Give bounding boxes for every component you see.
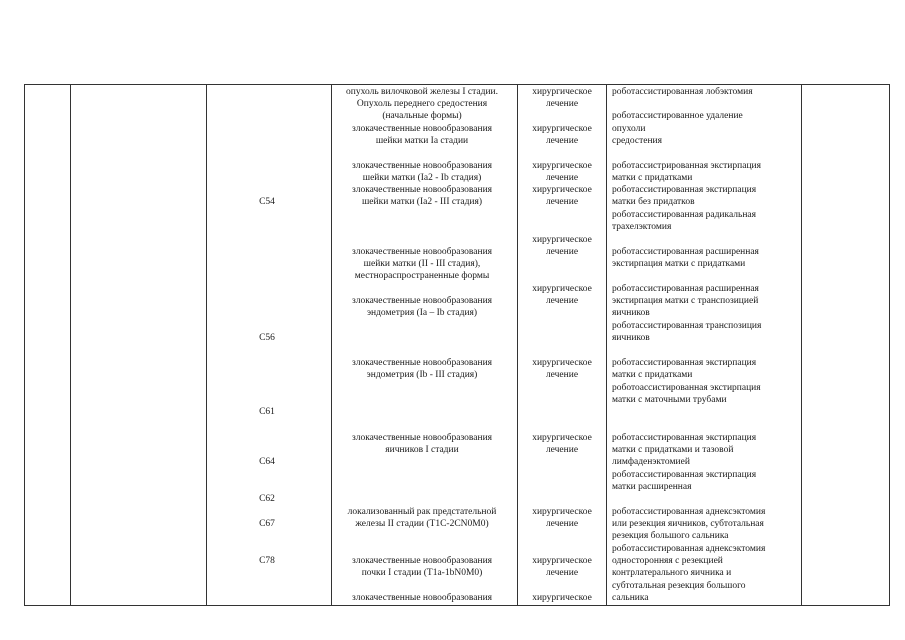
diagnosis-text: шейки матки (Ia2 - III стадия)	[361, 197, 483, 207]
method-text: опухоли	[612, 124, 646, 134]
diagnosis-text: шейки матки Ia стадии	[375, 136, 469, 146]
treatment-type: хирургическое	[532, 556, 592, 566]
diagnosis-text: шейки матки (Ia2 - Ib стадия)	[362, 173, 482, 183]
method-text: контрлатерального яичника и	[612, 568, 732, 578]
method-text: или резекция яичников, субтотальная	[612, 519, 764, 529]
icd-code: C54	[259, 197, 275, 207]
treatment-type: хирургическое	[532, 507, 592, 517]
treatment-type: лечение	[545, 519, 579, 529]
method-text: роботассистированная расширенная	[612, 247, 759, 257]
method-text: роботассистированное удаление	[612, 111, 743, 121]
diagnosis-text: злокачественные новообразования	[351, 185, 493, 195]
method-text: матки с придатками и тазовой	[612, 445, 734, 455]
table-column-divider	[24, 84, 25, 605]
method-text: экстирпация матки с придатками	[612, 259, 746, 269]
table-column-divider	[889, 84, 890, 605]
method-text: трахелэктомия	[612, 222, 672, 232]
method-text: роботассистированная аднексэктомия	[612, 507, 766, 517]
method-text: сальника	[612, 593, 649, 603]
treatment-type: лечение	[545, 568, 579, 578]
table-column-divider	[206, 84, 207, 605]
treatment-type: лечение	[545, 173, 579, 183]
icd-code: C78	[259, 556, 275, 566]
diagnosis-text: эндометрия (Ib - III стадия)	[366, 370, 478, 380]
method-text: матки с придатками	[612, 370, 693, 380]
method-text: роботассистрированная экстирпация	[612, 161, 761, 171]
table-column-divider	[70, 84, 71, 605]
treatment-type: хирургическое	[532, 87, 592, 97]
diagnosis-text: локализованный рак предстательной	[347, 507, 497, 517]
diagnosis-text: злокачественные новообразования	[351, 247, 493, 257]
treatment-type: лечение	[545, 197, 579, 207]
method-text: матки без придатков	[612, 197, 695, 207]
icd-code: C62	[259, 494, 275, 504]
diagnosis-text: злокачественные новообразования	[351, 161, 493, 171]
treatment-type: хирургическое	[532, 124, 592, 134]
method-text: экстирпация матки с транспозицией	[612, 296, 759, 306]
table-column-divider	[606, 84, 607, 605]
method-text: субтотальная резекция большого	[612, 581, 746, 591]
icd-code: C67	[259, 519, 275, 529]
treatment-type: хирургическое	[532, 284, 592, 294]
treatment-type: хирургическое	[532, 593, 592, 603]
method-text: резекция большого сальника	[612, 531, 729, 541]
treatment-type: хирургическое	[532, 433, 592, 443]
diagnosis-text: Опухоль переднего средостения	[356, 99, 488, 109]
diagnosis-text: местнораспространенные формы	[354, 271, 490, 281]
method-text: роботассистированная экстирпация	[612, 470, 757, 480]
treatment-type: лечение	[545, 99, 579, 109]
method-text: роботассистированная транспозиция	[612, 321, 762, 331]
method-text: яичников	[612, 308, 650, 318]
diagnosis-text: опухоль вилочковой железы I стадии.	[345, 87, 498, 97]
treatment-type: лечение	[545, 445, 579, 455]
treatment-type: лечение	[545, 370, 579, 380]
treatment-type: лечение	[545, 136, 579, 146]
treatment-type: хирургическое	[532, 235, 592, 245]
method-text: матки с маточными трубами	[612, 395, 727, 405]
diagnosis-text: злокачественные новообразования	[351, 296, 493, 306]
diagnosis-text: злокачественные новообразования	[351, 593, 493, 603]
diagnosis-text: злокачественные новообразования	[351, 124, 493, 134]
method-text: роботассистированная экстирпация	[612, 433, 757, 443]
diagnosis-text: почки I стадии (T1a-1bN0M0)	[361, 568, 483, 578]
diagnosis-text: злокачественные новообразования	[351, 556, 493, 566]
treatment-type: лечение	[545, 247, 579, 257]
diagnosis-text: (начальные формы)	[382, 111, 462, 121]
treatment-type: лечение	[545, 296, 579, 306]
treatment-type: хирургическое	[532, 358, 592, 368]
method-text: роботоассистированная экстирпация	[612, 383, 761, 393]
method-text: лимфаденэктомией	[612, 457, 690, 467]
diagnosis-text: злокачественные новообразования	[351, 358, 493, 368]
method-text: роботассистированная аднексэктомия	[612, 544, 766, 554]
method-text: односторонняя с резекцией	[612, 556, 723, 566]
diagnosis-text: яичников I стадии	[385, 445, 459, 455]
method-text: роботассистированная экстирпация	[612, 185, 757, 195]
treatment-type: хирургическое	[532, 161, 592, 171]
icd-code: C61	[259, 407, 275, 417]
method-text: роботассистированная радикальная	[612, 210, 757, 220]
diagnosis-text: шейки матки (II - III стадия),	[363, 259, 481, 269]
icd-code: C56	[259, 333, 275, 343]
method-text: матки с придатками	[612, 173, 693, 183]
diagnosis-text: эндометрия (Ia – Ib стадия)	[366, 308, 478, 318]
method-text: роботассистированная расширенная	[612, 284, 759, 294]
diagnosis-text: злокачественные новообразования	[351, 433, 493, 443]
method-text: матки расширенная	[612, 482, 692, 492]
diagnosis-text: железы II стадии (T1C-2CN0M0)	[355, 519, 489, 529]
icd-code: C64	[259, 457, 275, 467]
method-text: роботассистированная лобэктомия	[612, 87, 753, 97]
method-text: роботассистированная экстирпация	[612, 358, 757, 368]
treatment-type: хирургическое	[532, 185, 592, 195]
method-text: средостения	[612, 136, 663, 146]
method-text: яичников	[612, 333, 650, 343]
